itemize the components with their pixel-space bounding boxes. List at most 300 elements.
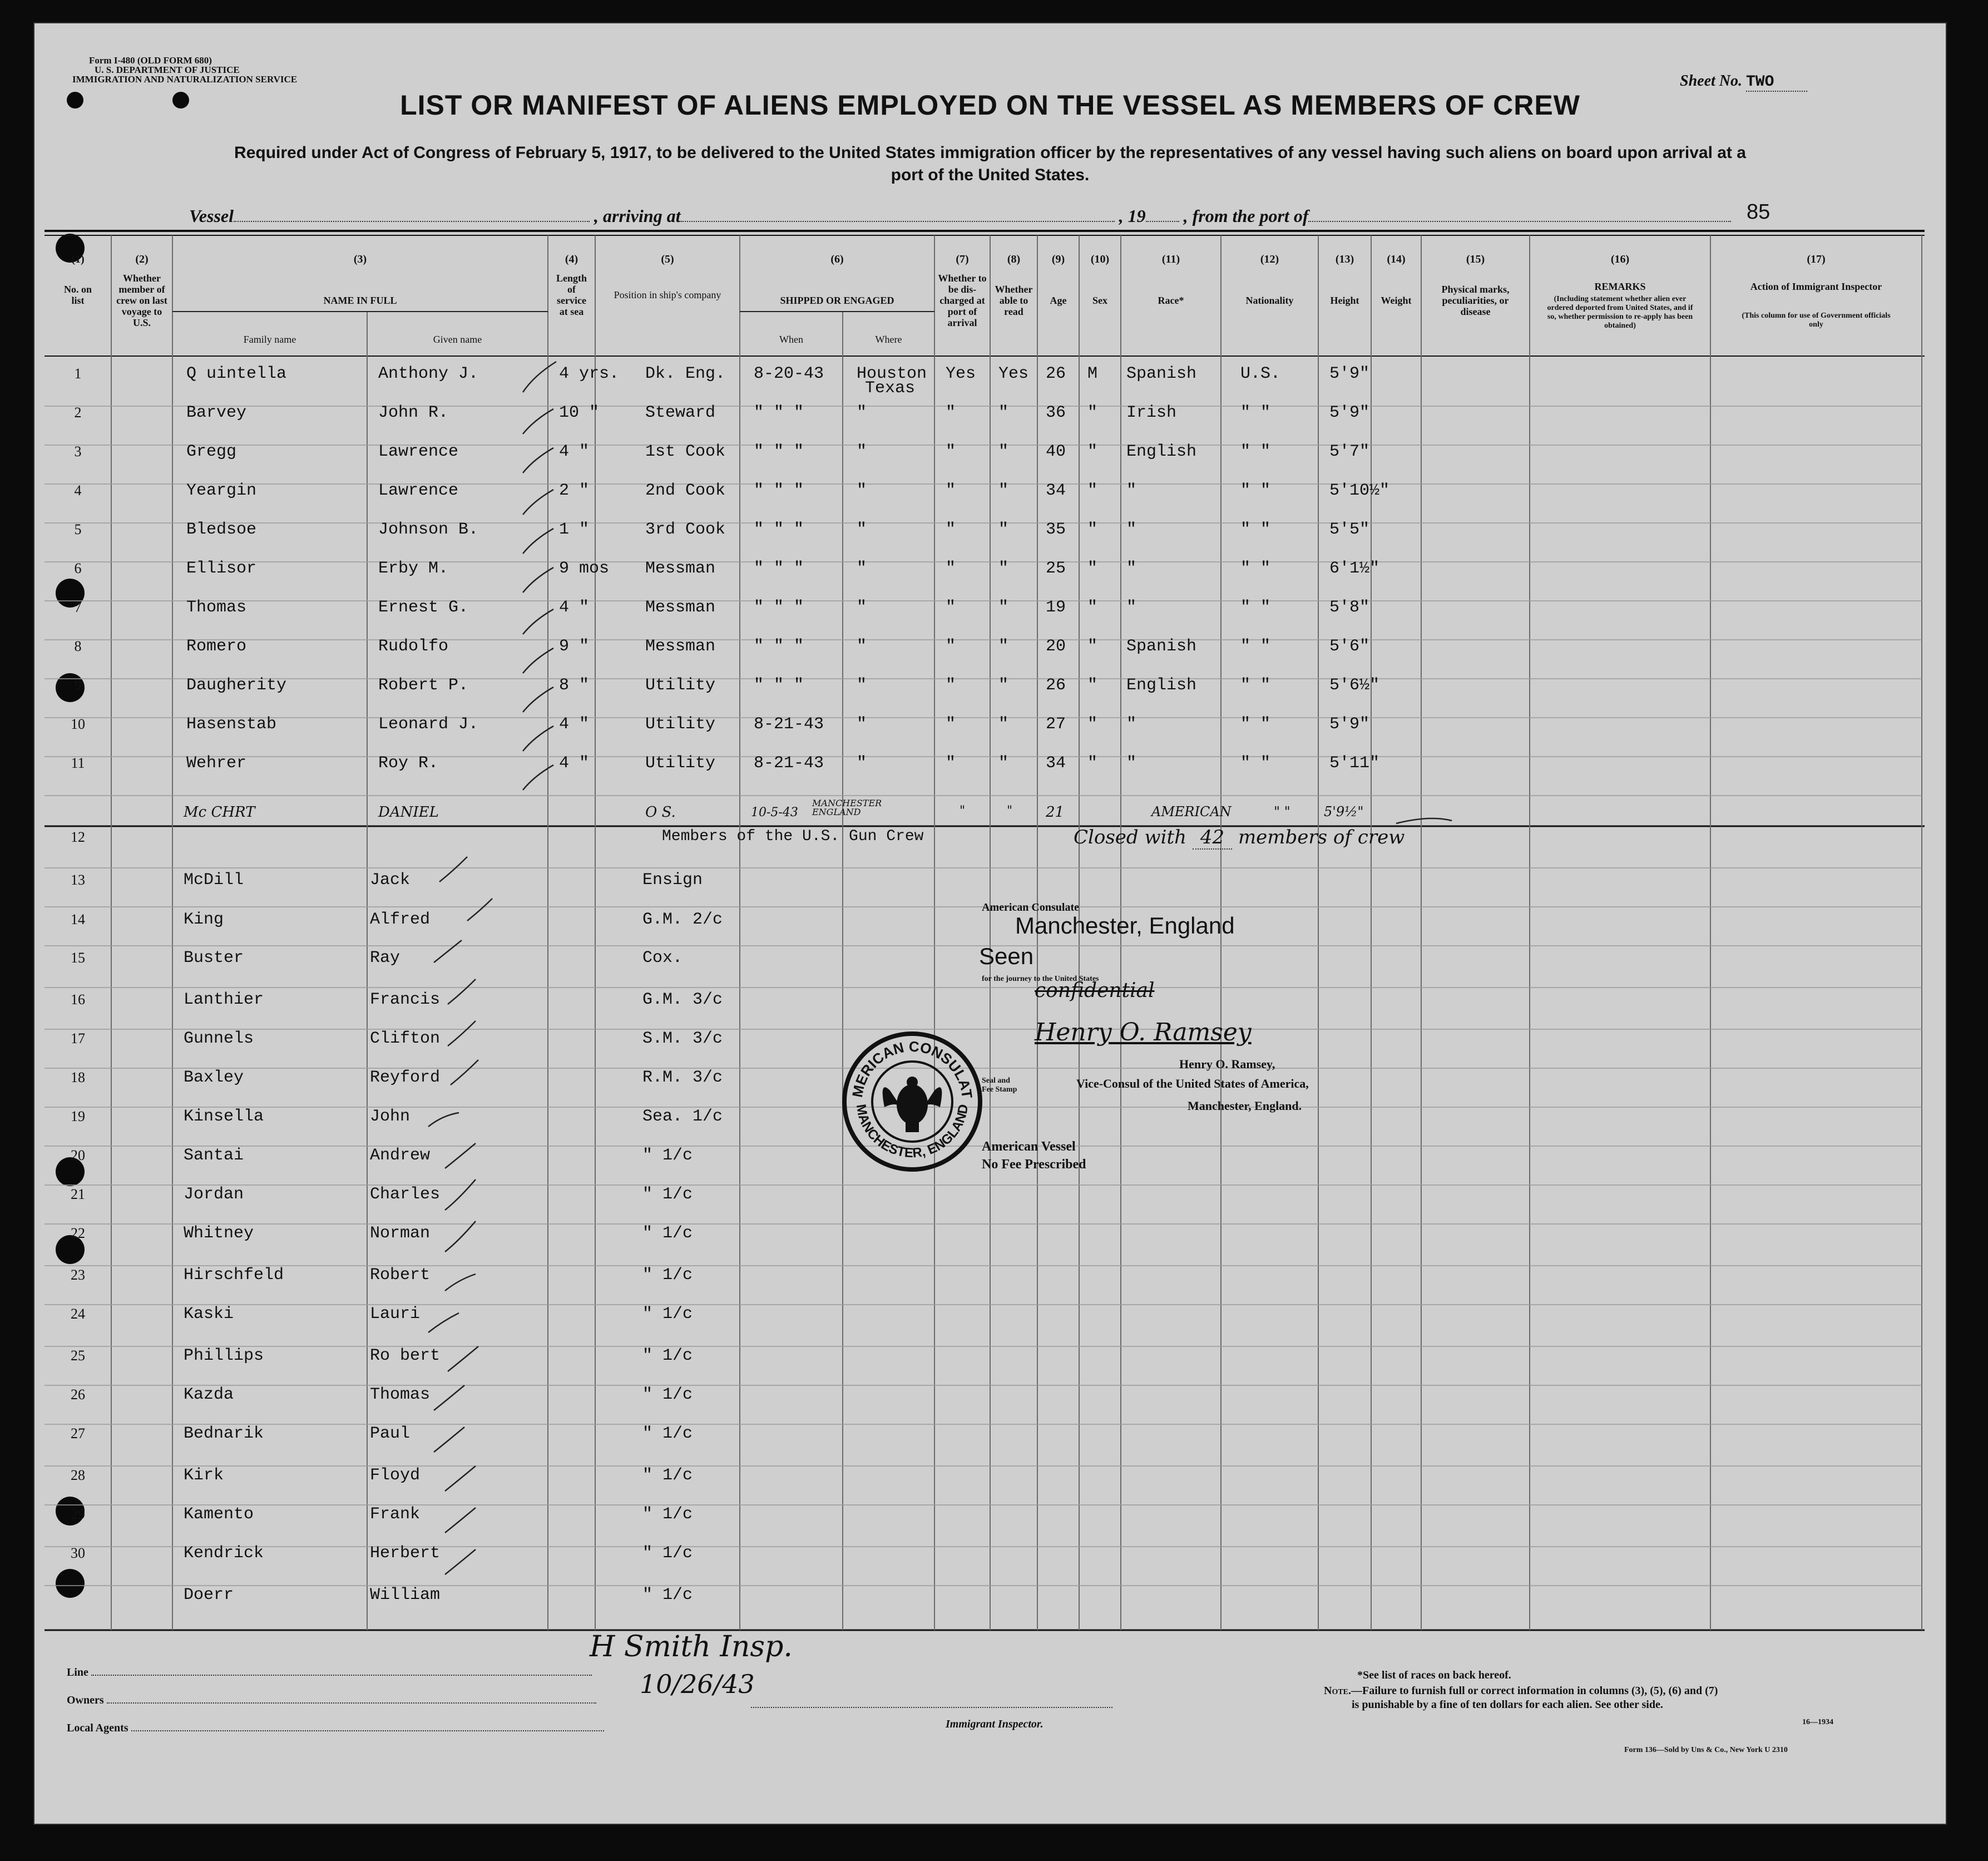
family-name: Kazda bbox=[184, 1385, 234, 1404]
form-id-line: U. S. DEPARTMENT OF JUSTICE bbox=[95, 65, 240, 75]
col-num-7: (7) bbox=[956, 253, 969, 265]
position: G.M. 3/c bbox=[642, 990, 723, 1009]
shipped-where: " bbox=[857, 520, 867, 539]
shipped-when: " " " bbox=[754, 676, 804, 695]
family-name: Hirschfeld bbox=[184, 1266, 284, 1285]
family-name: Wehrer bbox=[186, 754, 247, 773]
shipped-where: " bbox=[857, 403, 867, 422]
position: Messman bbox=[645, 598, 716, 617]
col-header-remarks: REMARKS bbox=[1594, 281, 1646, 292]
footer-owners bbox=[67, 1694, 596, 1707]
family-name: Bledsoe bbox=[186, 520, 257, 539]
form-id-line: IMMIGRATION AND NATURALIZATION SERVICE bbox=[72, 74, 298, 85]
given-name: Thomas bbox=[370, 1385, 431, 1404]
col-num-10: (10) bbox=[1090, 253, 1110, 265]
given-name: Johnson B. bbox=[378, 520, 479, 539]
family-name: McDill bbox=[184, 871, 244, 890]
given-name: Norman bbox=[370, 1224, 431, 1243]
family-name: Hasenstab bbox=[186, 715, 277, 734]
race: " bbox=[1126, 598, 1137, 617]
sheet-value: TWO bbox=[1746, 73, 1807, 92]
row-number: 29 bbox=[71, 1506, 85, 1522]
given-name: Charles bbox=[370, 1185, 441, 1204]
discharged: Yes bbox=[946, 364, 976, 383]
able-to-read: " bbox=[998, 598, 1009, 617]
height: 5'9" bbox=[1329, 715, 1370, 734]
position: Utility bbox=[645, 676, 716, 695]
vessel-label: Vessel bbox=[189, 206, 234, 226]
height: 5'5" bbox=[1329, 520, 1370, 539]
fee-stamp-label bbox=[982, 1077, 1017, 1094]
col-num-1: (1) bbox=[71, 253, 85, 265]
given-name: Frank bbox=[370, 1505, 421, 1524]
col-num-8: (8) bbox=[1007, 253, 1021, 265]
able-to-read: Yes bbox=[998, 364, 1029, 383]
shipped-where: " bbox=[857, 715, 867, 734]
position: " 1/c bbox=[642, 1266, 693, 1285]
service-length: 8 " bbox=[559, 676, 590, 695]
gun-crew-heading: Members of the U.S. Gun Crew bbox=[662, 828, 924, 845]
shipped-when: " " " bbox=[754, 520, 804, 539]
vessel-fee-note bbox=[982, 1138, 1086, 1173]
family-name: King bbox=[184, 910, 224, 929]
family-name: Gregg bbox=[186, 442, 237, 461]
page-number: 85 bbox=[1747, 200, 1771, 224]
hw-age: 21 bbox=[1046, 804, 1065, 821]
position: 1st Cook bbox=[645, 442, 726, 461]
nationality: " " bbox=[1240, 676, 1271, 695]
position: Sea. 1/c bbox=[642, 1107, 723, 1126]
given-name: Lawrence bbox=[378, 481, 459, 500]
consul-name: Henry O. Ramsey, bbox=[1179, 1057, 1275, 1071]
able-to-read: " bbox=[998, 676, 1009, 695]
race: " bbox=[1126, 715, 1137, 734]
row-number: 22 bbox=[71, 1225, 85, 1241]
inspector-signature-line bbox=[751, 1707, 1112, 1708]
given-name: Lawrence bbox=[378, 442, 459, 461]
row-number: 5 bbox=[74, 521, 82, 537]
row-number: 3 bbox=[74, 443, 82, 460]
discharged: " bbox=[946, 481, 956, 500]
given-name: Erby M. bbox=[378, 559, 449, 578]
sex: " bbox=[1087, 442, 1098, 461]
subtitle-line: port of the United States. bbox=[891, 166, 1090, 184]
closed-count: 42 bbox=[1193, 826, 1232, 850]
height: 5'10½" bbox=[1329, 481, 1390, 500]
nationality: " " bbox=[1240, 442, 1271, 461]
col-header-family-name: Family name bbox=[243, 334, 296, 345]
height: 5'9" bbox=[1329, 364, 1370, 383]
col-header-position: Position in ship's company bbox=[614, 289, 721, 300]
service-length: 4 " bbox=[559, 442, 590, 461]
family-name: Kendrick bbox=[184, 1544, 264, 1563]
position: G.M. 2/c bbox=[642, 910, 723, 929]
height: 5'6" bbox=[1329, 637, 1370, 656]
service-length: 9 mos bbox=[559, 559, 610, 578]
age: 27 bbox=[1046, 715, 1066, 734]
shipped-where: " bbox=[857, 559, 867, 578]
col-num-17: (17) bbox=[1807, 253, 1826, 265]
col-header-service: Length of service at sea bbox=[556, 273, 587, 317]
age: 20 bbox=[1046, 637, 1066, 656]
footer-note bbox=[1324, 1685, 1718, 1697]
row-number: 20 bbox=[71, 1147, 85, 1163]
row-number: 13 bbox=[71, 872, 85, 888]
family-name: Romero bbox=[186, 637, 247, 656]
height: 5'6½" bbox=[1329, 676, 1380, 695]
sheet-label: Sheet No. bbox=[1680, 72, 1742, 90]
closed-note bbox=[1074, 826, 1405, 848]
col-header-where: Where bbox=[875, 334, 902, 345]
discharged: " bbox=[946, 559, 956, 578]
sex: " bbox=[1087, 598, 1098, 617]
agents-label: Local Agents bbox=[67, 1722, 128, 1734]
row-number: 1 bbox=[74, 366, 82, 382]
position: " 1/c bbox=[642, 1224, 693, 1243]
race: " bbox=[1126, 754, 1137, 773]
col-header-action-note: (This column for use of Government officials only bbox=[1742, 312, 1891, 329]
family-name: Kirk bbox=[184, 1466, 224, 1485]
position: Dk. Eng. bbox=[645, 364, 726, 383]
able-to-read: " bbox=[998, 715, 1009, 734]
nationality: " " bbox=[1240, 637, 1271, 656]
service-length: 4 " bbox=[559, 598, 590, 617]
note-label: Note. bbox=[1324, 1685, 1352, 1697]
col-num-3: (3) bbox=[353, 253, 367, 265]
form-code: 16—1934 bbox=[1802, 1718, 1833, 1726]
discharged: " bbox=[946, 403, 956, 422]
shipped-when: " " " bbox=[754, 598, 804, 617]
nationality: " " bbox=[1240, 403, 1271, 422]
hw-race: AMERICAN bbox=[1151, 804, 1232, 820]
col-header-age: Age bbox=[1050, 295, 1067, 306]
inspector-date: 10/26/43 bbox=[640, 1669, 755, 1699]
vessel-fee-line: American Vessel bbox=[982, 1139, 1076, 1154]
col-header-when: When bbox=[779, 334, 803, 345]
family-name: Phillips bbox=[184, 1346, 264, 1365]
col-header-remarks-note: (Including statement whether alien ever ordered deported from United States, and if so, whether permission to re-apply has been obtained) bbox=[1547, 295, 1693, 330]
row-number: 19 bbox=[71, 1108, 85, 1124]
col-header-read: Whether able to read bbox=[995, 284, 1033, 317]
age: 36 bbox=[1046, 403, 1066, 422]
nationality: " " bbox=[1240, 559, 1271, 578]
able-to-read: " bbox=[998, 637, 1009, 656]
fee-line: Seal and bbox=[982, 1077, 1010, 1085]
given-name: William bbox=[370, 1586, 441, 1605]
position: " 1/c bbox=[642, 1544, 693, 1563]
closed-suffix: members of crew bbox=[1238, 826, 1405, 848]
family-name: Kinsella bbox=[184, 1107, 264, 1126]
service-length: 10 " bbox=[559, 403, 600, 422]
position: Utility bbox=[645, 754, 716, 773]
row-number: 11 bbox=[71, 755, 85, 771]
given-name: Floyd bbox=[370, 1466, 421, 1485]
footer-note-2: is punishable by a fine of ten dollars for each alien. See other side. bbox=[1352, 1699, 1663, 1711]
col-header-discharged: Whether to be dis-charged at port of arrival bbox=[938, 273, 987, 328]
row-number: 7 bbox=[74, 599, 82, 615]
from-port-label: , from the port of bbox=[1183, 206, 1309, 226]
hw-where: MANCHESTER ENGLAND bbox=[812, 798, 882, 817]
family-name: Bednarik bbox=[184, 1424, 264, 1443]
race: " bbox=[1126, 481, 1137, 500]
shipped-when: " " " bbox=[754, 403, 804, 422]
nationality: " " bbox=[1240, 754, 1271, 773]
shipped-where: " bbox=[857, 481, 867, 500]
given-name: Robert P. bbox=[378, 676, 469, 695]
discharged: " bbox=[946, 442, 956, 461]
given-name: Robert bbox=[370, 1266, 431, 1285]
service-length: 9 " bbox=[559, 637, 590, 656]
able-to-read: " bbox=[998, 559, 1009, 578]
closed-prefix: Closed with bbox=[1074, 826, 1187, 848]
page-title: LIST OR MANIFEST OF ALIENS EMPLOYED ON THE VESSEL AS MEMBERS OF CREW bbox=[400, 90, 1580, 121]
given-name: Andrew bbox=[370, 1146, 431, 1165]
age: 34 bbox=[1046, 754, 1066, 773]
family-name: Doerr bbox=[184, 1586, 234, 1605]
row-number: 6 bbox=[74, 560, 82, 576]
footer-line bbox=[67, 1666, 592, 1679]
position: Cox. bbox=[642, 949, 683, 967]
given-name: Alfred bbox=[370, 910, 431, 929]
row-number: 15 bbox=[71, 950, 85, 966]
able-to-read: " bbox=[998, 403, 1009, 422]
races-note: *See list of races on back hereof. bbox=[1357, 1669, 1511, 1681]
race: " bbox=[1126, 559, 1137, 578]
shipped-when: " " " bbox=[754, 481, 804, 500]
race: Spanish bbox=[1126, 364, 1197, 383]
service-length: 1 " bbox=[559, 520, 590, 539]
row-number: 14 bbox=[71, 911, 85, 927]
age: 35 bbox=[1046, 520, 1066, 539]
row-number: 12 bbox=[71, 829, 85, 845]
inspector-label: Immigrant Inspector. bbox=[946, 1718, 1044, 1730]
family-name: Yeargin bbox=[186, 481, 257, 500]
given-name: Jack bbox=[370, 871, 411, 890]
line-label: Line bbox=[67, 1666, 88, 1679]
family-name: Kamento bbox=[184, 1505, 254, 1524]
row-number: 16 bbox=[71, 991, 85, 1008]
consul-signature: Henry O. Ramsey bbox=[1035, 1018, 1252, 1046]
row-number: 26 bbox=[71, 1386, 85, 1403]
col-num-11: (11) bbox=[1161, 253, 1180, 265]
position: Steward bbox=[645, 403, 716, 422]
sex: " bbox=[1087, 715, 1098, 734]
hw-family: Mc CHRT bbox=[184, 804, 255, 821]
footer-agents bbox=[67, 1722, 604, 1735]
col-header-weight: Weight bbox=[1381, 295, 1412, 306]
shipped-where: " bbox=[857, 442, 867, 461]
nationality: " " bbox=[1240, 715, 1271, 734]
shipped-where: " bbox=[857, 676, 867, 695]
position: S.M. 3/c bbox=[642, 1029, 723, 1048]
height: 5'11" bbox=[1329, 754, 1380, 773]
given-name: Ro bert bbox=[370, 1346, 441, 1365]
shipped-when: " " " bbox=[754, 442, 804, 461]
row-number: 30 bbox=[71, 1545, 85, 1561]
given-name: Ray bbox=[370, 949, 400, 967]
vessel-fee-line: No Fee Prescribed bbox=[982, 1157, 1086, 1172]
discharged: " bbox=[946, 676, 956, 695]
consulate-seal bbox=[840, 1029, 985, 1174]
col-header-nationality: Nationality bbox=[1245, 295, 1294, 306]
given-name: Clifton bbox=[370, 1029, 441, 1048]
row-number: 28 bbox=[71, 1467, 85, 1483]
row-number: 10 bbox=[71, 716, 85, 732]
row-number: 17 bbox=[71, 1030, 85, 1046]
position: " 1/c bbox=[642, 1505, 693, 1524]
position: " 1/c bbox=[642, 1146, 693, 1165]
race: " bbox=[1126, 520, 1137, 539]
consul-place: Manchester, England. bbox=[1188, 1099, 1302, 1113]
given-name: Leonard J. bbox=[378, 715, 479, 734]
hw-nationality: " " bbox=[1274, 804, 1290, 820]
height: 5'9" bbox=[1329, 403, 1370, 422]
col-header-sex: Sex bbox=[1092, 295, 1107, 306]
row-number: 9 bbox=[74, 677, 82, 693]
form-id-line: Form I-480 (OLD FORM 680) bbox=[89, 55, 212, 66]
age: 19 bbox=[1046, 598, 1066, 617]
note-text: —Failure to furnish full or correct information in columns (3), (5), (6) and (7) bbox=[1351, 1685, 1718, 1697]
position: Utility bbox=[645, 715, 716, 734]
sex: " bbox=[1087, 754, 1098, 773]
able-to-read: " bbox=[998, 442, 1009, 461]
hw-discharged: " bbox=[960, 804, 966, 818]
position: " 1/c bbox=[642, 1305, 693, 1324]
hw-position: O S. bbox=[645, 804, 676, 821]
family-name: Buster bbox=[184, 949, 244, 967]
consul-title: Vice-Consul of the United States of America, bbox=[1076, 1077, 1309, 1090]
col-header-no: No. on list bbox=[63, 284, 92, 306]
subtitle-line: Required under Act of Congress of February 5, 1917, to be delivered to the United States immigration officer by the representatives of any vessel having such aliens on board upon arrival at a bbox=[234, 144, 1746, 162]
discharged: " bbox=[946, 754, 956, 773]
shipped-where: " bbox=[857, 598, 867, 617]
row-number: 23 bbox=[71, 1267, 85, 1283]
given-name: Lauri bbox=[370, 1305, 421, 1324]
sex: " bbox=[1087, 676, 1098, 695]
given-name: Anthony J. bbox=[378, 364, 479, 383]
discharged: " bbox=[946, 715, 956, 734]
discharged: " bbox=[946, 520, 956, 539]
year-label: , 19 bbox=[1119, 206, 1146, 226]
family-name: Daugherity bbox=[186, 676, 287, 695]
svg-text:AMERICAN CONSULATE: MERICAN CONSULAT bbox=[849, 1038, 976, 1100]
discharged: " bbox=[946, 598, 956, 617]
given-name: Paul bbox=[370, 1424, 411, 1443]
discharged: " bbox=[946, 637, 956, 656]
col-header-height: Height bbox=[1330, 295, 1359, 306]
manifest-sheet bbox=[33, 22, 1947, 1825]
consulate-header: American Consulate bbox=[982, 901, 1079, 914]
position: " 1/c bbox=[642, 1586, 693, 1605]
hw-given: DANIEL bbox=[378, 804, 439, 821]
service-length: 2 " bbox=[559, 481, 590, 500]
col-num-9: (9) bbox=[1051, 253, 1065, 265]
sex: " bbox=[1087, 637, 1098, 656]
given-name: Ernest G. bbox=[378, 598, 469, 617]
nationality: " " bbox=[1240, 481, 1271, 500]
col-num-13: (13) bbox=[1335, 253, 1354, 265]
position: Messman bbox=[645, 559, 716, 578]
position: " 1/c bbox=[642, 1466, 693, 1485]
row-number: 27 bbox=[71, 1425, 85, 1442]
service-length: 4 " bbox=[559, 754, 590, 773]
family-name: Ellisor bbox=[186, 559, 257, 578]
age: 26 bbox=[1046, 676, 1066, 695]
shipped-where: " bbox=[857, 754, 867, 773]
given-name: Rudolfo bbox=[378, 637, 449, 656]
family-name: Barvey bbox=[186, 403, 247, 422]
service-length: 4 yrs. bbox=[559, 364, 620, 383]
family-name: Santai bbox=[184, 1146, 244, 1165]
col-num-16: (16) bbox=[1610, 253, 1630, 265]
shipped-where-line2: Texas bbox=[865, 379, 916, 398]
race: Spanish bbox=[1126, 637, 1197, 656]
given-name: Francis bbox=[370, 990, 441, 1009]
able-to-read: " bbox=[998, 754, 1009, 773]
col-num-12: (12) bbox=[1260, 253, 1279, 265]
col-header-shipped: SHIPPED OR ENGAGED bbox=[780, 295, 894, 306]
shipped-when: 8-21-43 bbox=[754, 715, 824, 734]
family-name: Jordan bbox=[184, 1185, 244, 1204]
row-number: 8 bbox=[74, 638, 82, 654]
age: 34 bbox=[1046, 481, 1066, 500]
position: Messman bbox=[645, 637, 716, 656]
row-number: 18 bbox=[71, 1069, 85, 1085]
hw-height: 5'9½" bbox=[1324, 804, 1364, 820]
position: " 1/c bbox=[642, 1346, 693, 1365]
shipped-when: 8-21-43 bbox=[754, 754, 824, 773]
height: 6'1½" bbox=[1329, 559, 1380, 578]
sex: " bbox=[1087, 481, 1098, 500]
family-name: Baxley bbox=[184, 1068, 244, 1087]
position: " 1/c bbox=[642, 1185, 693, 1204]
row-number: 21 bbox=[71, 1186, 85, 1202]
sex: " bbox=[1087, 520, 1098, 539]
col-header-name: NAME IN FULL bbox=[323, 295, 397, 306]
family-name: Q uintella bbox=[186, 364, 287, 383]
hw-read: " bbox=[1007, 804, 1013, 818]
row-number: 24 bbox=[71, 1306, 85, 1322]
shipped-when: 8-20-43 bbox=[754, 364, 824, 383]
col-header-given-name: Given name bbox=[433, 334, 482, 345]
nationality: U.S. bbox=[1240, 364, 1281, 383]
race: English bbox=[1126, 442, 1197, 461]
fee-line: Fee Stamp bbox=[982, 1085, 1017, 1094]
col-num-5: (5) bbox=[661, 253, 674, 265]
position: R.M. 3/c bbox=[642, 1068, 723, 1087]
given-name: John R. bbox=[378, 403, 449, 422]
svg-text:MANCHESTER, ENGLAND: MANCHESTER, ENGLAND bbox=[853, 1103, 972, 1161]
shipped-where: " bbox=[857, 637, 867, 656]
col-header-physical: Physical marks, peculiarities, or disease bbox=[1441, 284, 1510, 317]
consulate-city: Manchester, England bbox=[1015, 912, 1235, 939]
inspector-signature: H Smith Insp. bbox=[590, 1630, 793, 1663]
owners-label: Owners bbox=[67, 1694, 104, 1706]
row-number: 2 bbox=[74, 404, 82, 421]
age: 40 bbox=[1046, 442, 1066, 461]
col-header-race: Race* bbox=[1158, 295, 1184, 306]
consulate-seen: Seen bbox=[979, 943, 1034, 969]
position: 2nd Cook bbox=[645, 481, 726, 500]
hw-when: 10-5-43 bbox=[751, 806, 798, 820]
age: 26 bbox=[1046, 364, 1066, 383]
sex: M bbox=[1087, 364, 1098, 383]
col-header-action: Action of Immigrant Inspector bbox=[1750, 281, 1882, 292]
position: 3rd Cook bbox=[645, 520, 726, 539]
consulate-journey: for the journey to the United States bbox=[982, 975, 1099, 983]
family-name: Thomas bbox=[186, 598, 247, 617]
given-name: Roy R. bbox=[378, 754, 439, 773]
